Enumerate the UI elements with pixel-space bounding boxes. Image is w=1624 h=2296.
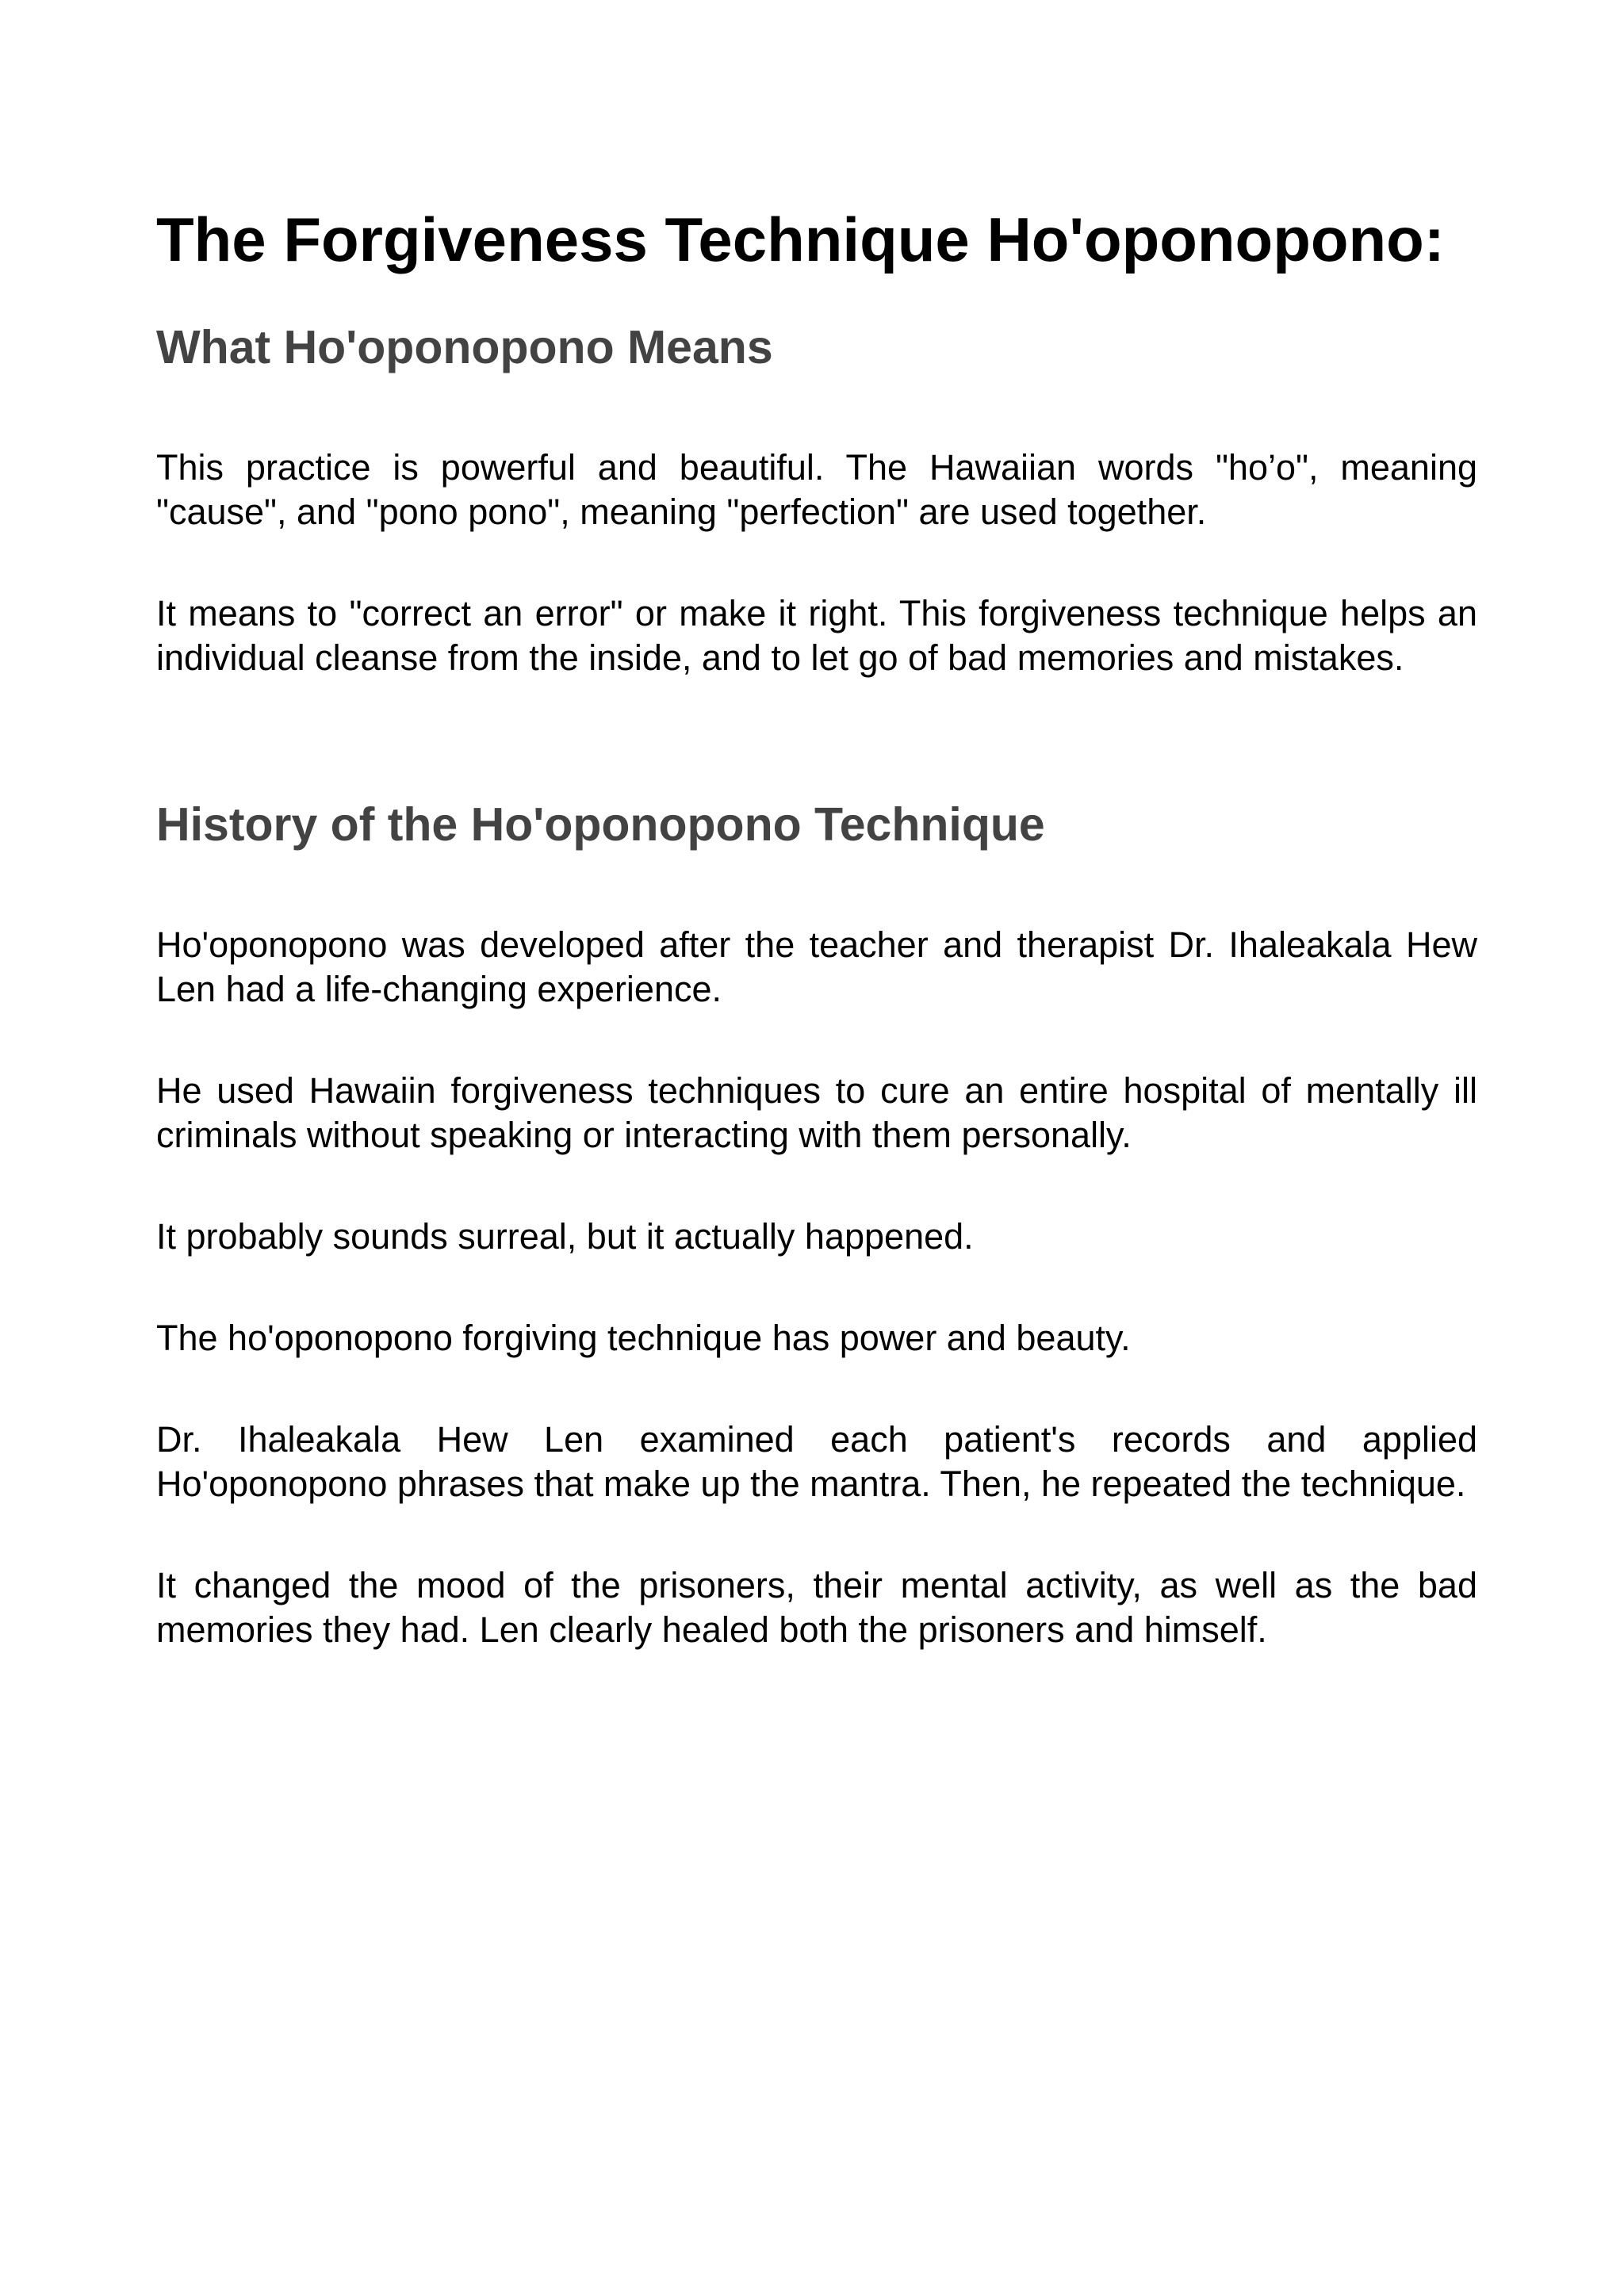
paragraph: Ho'oponopono was developed after the teacher and therapist Dr. Ihaleakala Hew Len had a life-changing experience.	[156, 924, 1477, 1009]
document-page	[156, 200, 1477, 1652]
paragraph: It probably sounds surreal, but it actually happened.	[156, 1216, 974, 1257]
document-title: The Forgiveness Technique Ho'oponopono:	[156, 205, 1445, 274]
paragraph: This practice is powerful and beautiful. The Hawaiian words "ho’o", meaning "cause", and "pono pono", meaning "perfection" are used together.	[156, 447, 1477, 532]
paragraph: He used Hawaiin forgiveness techniques to cure an entire hospital of mentally ill criminals without speaking or interacting with them personally.	[156, 1070, 1477, 1155]
paragraph: The ho'oponopono forgiving technique has power and beauty.	[156, 1318, 1131, 1358]
paragraph: It means to "correct an error" or make it right. This forgiveness technique helps an individual cleanse from the inside, and to let go of bad memories and mistakes.	[156, 593, 1477, 678]
section-heading-meaning: What Ho'oponopono Means	[156, 321, 773, 373]
paragraph: Dr. Ihaleakala Hew Len examined each patient's records and applied Ho'oponopono phrases that make up the mantra. Then, he repeated the technique.	[156, 1419, 1477, 1504]
paragraph: It changed the mood of the prisoners, their mental activity, as well as the bad memories they had. Len clearly healed both the prisoners and himself.	[156, 1565, 1477, 1650]
section-heading-history: History of the Ho'oponopono Technique	[156, 798, 1045, 851]
